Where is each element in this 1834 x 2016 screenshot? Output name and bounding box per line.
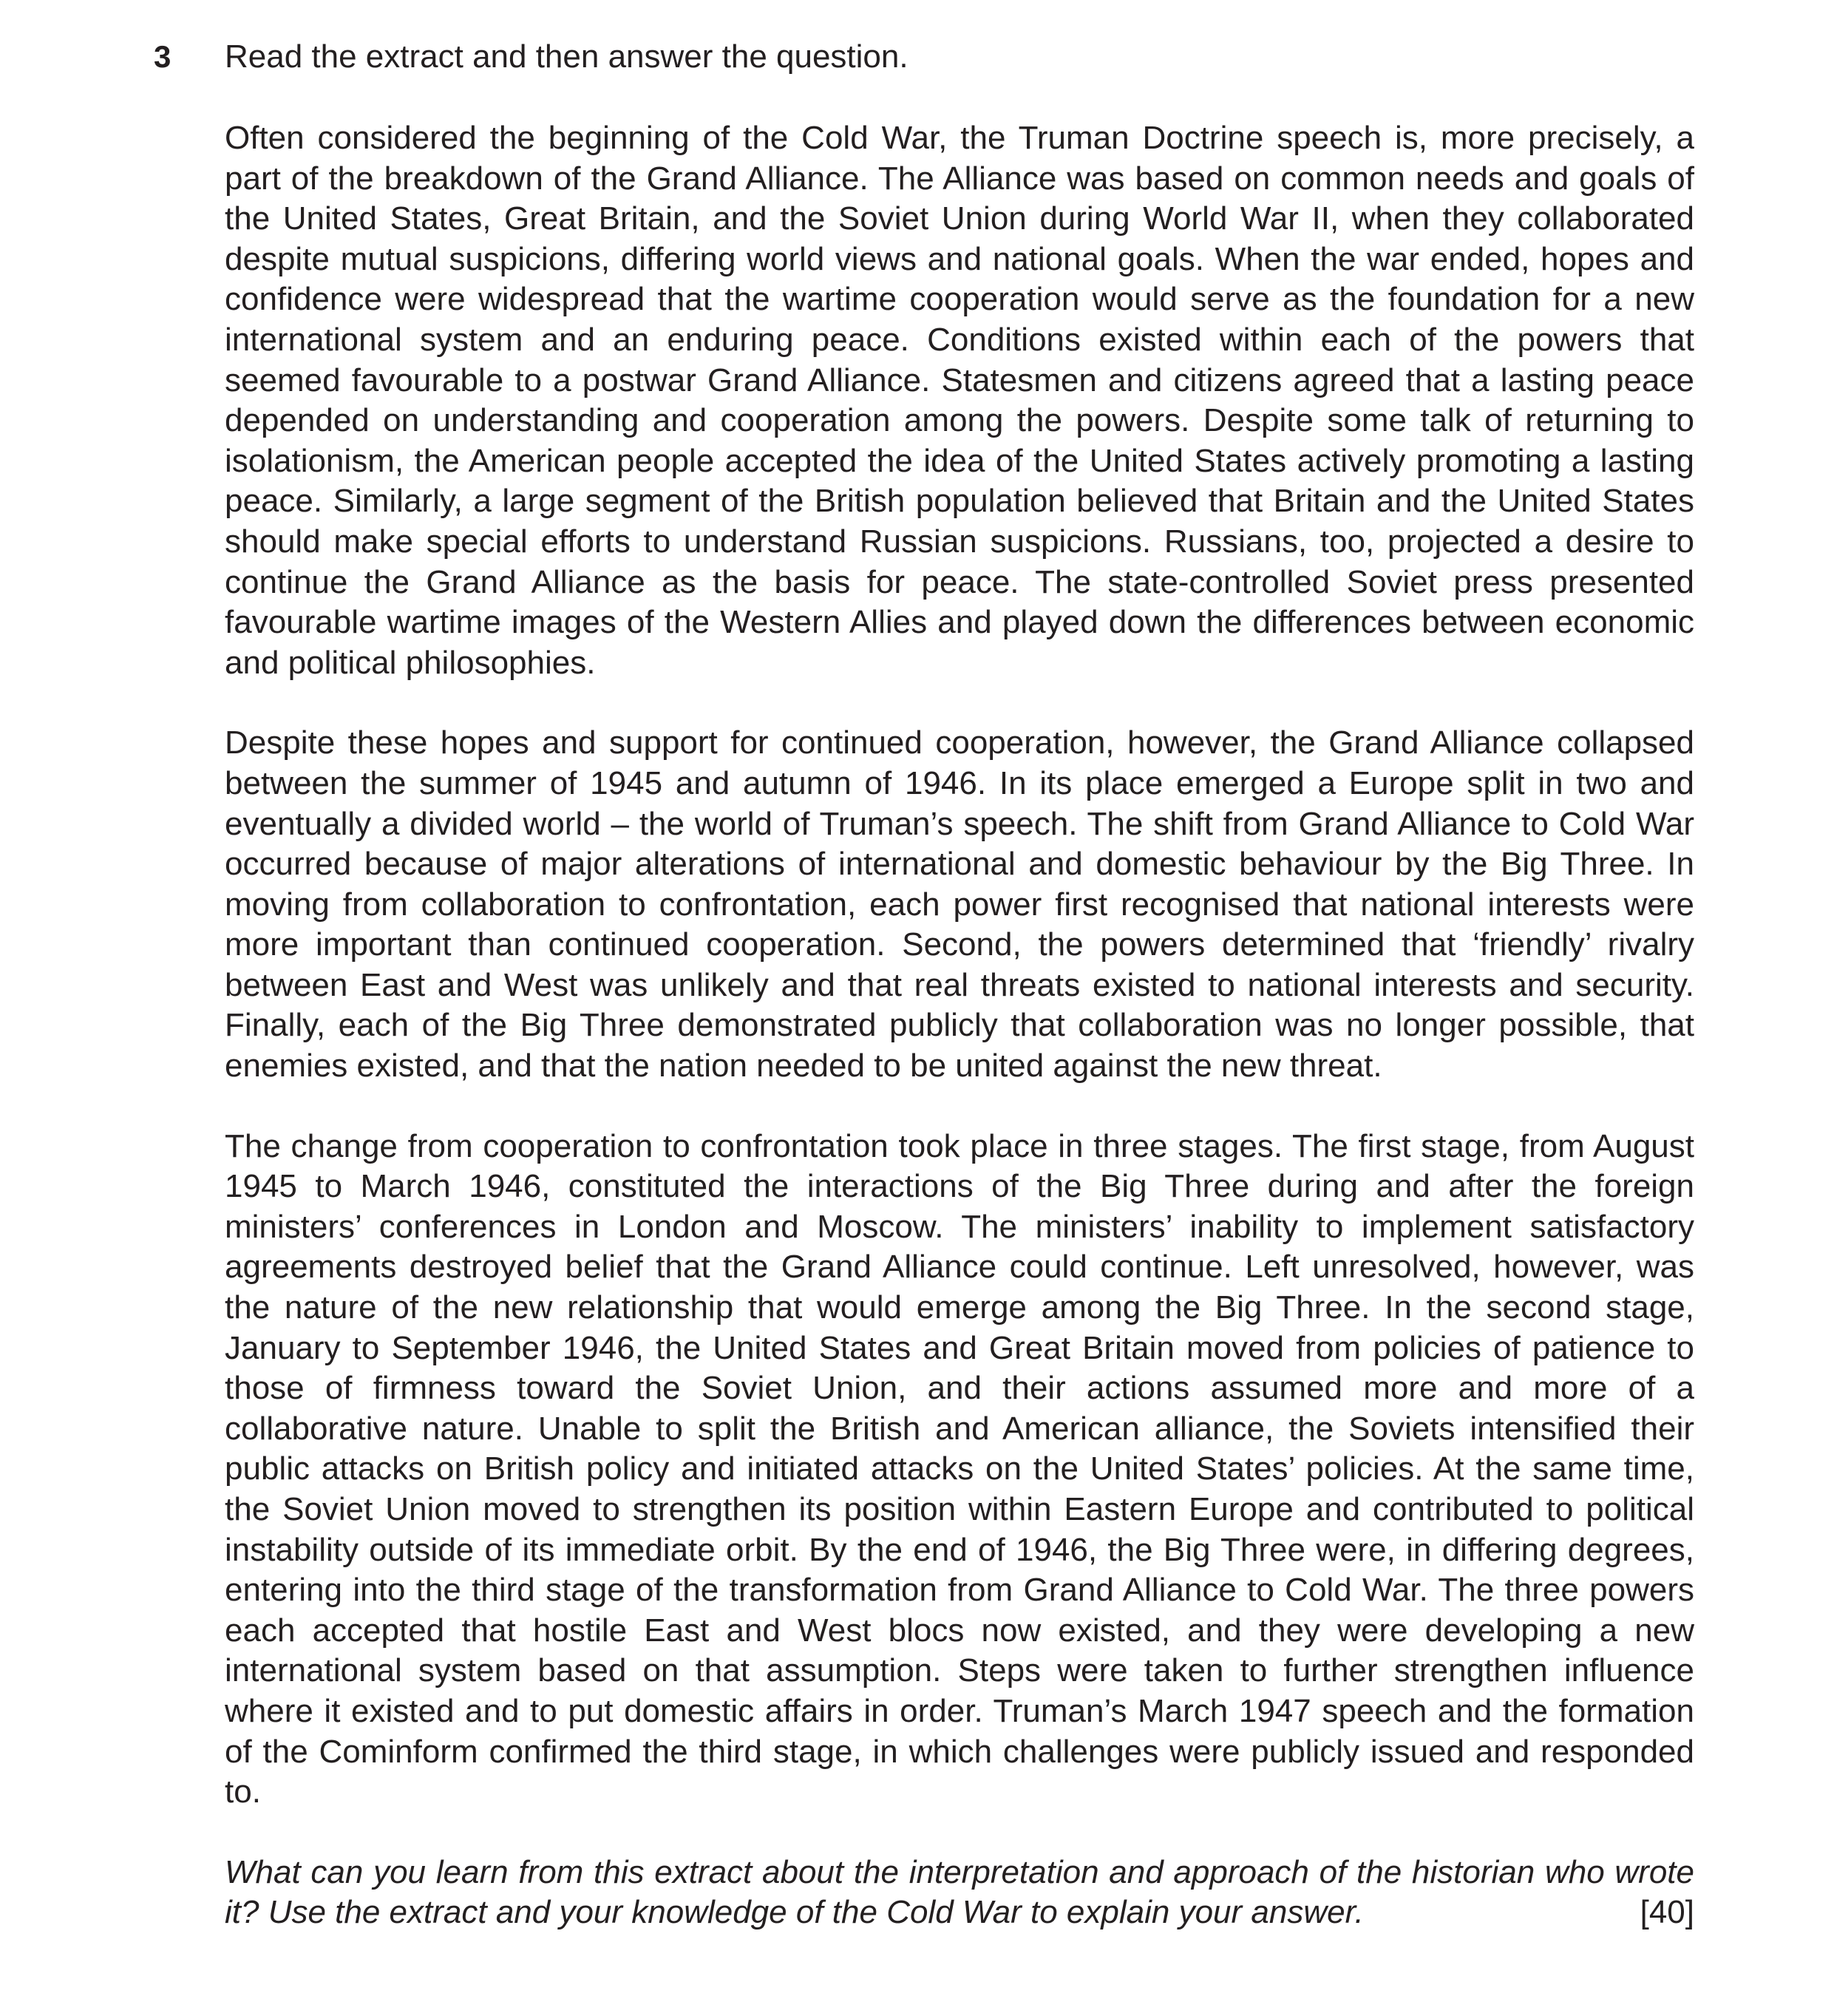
question-instruction: Read the extract and then answer the question. xyxy=(225,38,908,75)
question-prompt: What can you learn from this extract about the interpretation and approach of the historian who wrote it? Use the extract and your knowledge of the Cold War to explain your answer. xyxy=(225,1853,1694,1931)
extract-paragraph-2: Despite these hopes and support for continued cooperation, however, the Grand Alliance collapsed between the summer of 1945 and autumn of 1946. In its place emerged a Europe split in two and eventually a divided world – the world of Truman’s speech. The shift from Grand Alliance to Cold War occurred because of major alterations of international and domestic behaviour by the Big Three. In moving from collaboration to confrontation, each power first recognised that national interests were more important than continued cooperation. Second, the powers determined that ‘friendly’ rivalry between East and West was unlikely and that real threats existed to national interests and security. Finally, each of the Big Three demonstrated publicly that collaboration was no longer possible, that enemies existed, and that the nation needed to be united against the new threat. xyxy=(225,724,1694,1085)
question-content xyxy=(225,37,1694,1933)
marks-allocation: [40] xyxy=(1640,1894,1694,1931)
extract-paragraph-3: The change from cooperation to confrontation took place in three stages. The first stage, from August 1945 to March 1946, constituted the interactions of the Big Three during and after the foreign ministers’ conferences in London and Moscow. The ministers’ inability to implement satisfactory agreements destroyed belief that the Grand Alliance could continue. Left unresolved, however, was the nature of the new relationship that would emerge among the Big Three. In the second stage, January to September 1946, the United States and Great Britain moved from policies of patience to those of firmness toward the Soviet Union, and their actions assumed more and more of a collaborative nature. Unable to split the British and American alliance, the Soviets intensified their public attacks on British policy and initiated attacks on the United States’ policies. At the same time, the Soviet Union moved to strengthen its position within Eastern Europe and contributed to political instability outside of its immediate orbit. By the end of 1946, the Big Three were, in differing degrees, entering into the third stage of the transformation from Grand Alliance to Cold War. The three powers each accepted that hostile East and West blocs now existed, and they were developing a new international system based on that assumption. Steps were taken to further strengthen influence where it existed and to put domestic affairs in order. Truman’s March 1947 speech and the formation of the Cominform confirmed the third stage, in which challenges were publicly issued and responded to. xyxy=(225,1127,1694,1810)
question-prompt-block xyxy=(225,1853,1694,1933)
extract xyxy=(225,118,1694,1813)
question-number: 3 xyxy=(154,39,171,74)
extract-paragraph-1: Often considered the beginning of the Cold War, the Truman Doctrine speech is, more precisely, a part of the breakdown of the Grand Alliance. The Alliance was based on common needs and goals of the United States, Great Britain, and the Soviet Union during World War II, when they collaborated despite mutual suspicions, differing world views and national goals. When the war ended, hopes and confidence were widespread that the wartime cooperation would serve as the foundation for a new international system and an enduring peace. Conditions existed within each of the powers that seemed favourable to a postwar Grand Alliance. Statesmen and citizens agreed that a lasting peace depended on understanding and cooperation among the powers. Despite some talk of returning to isolationism, the American people accepted the idea of the United States actively promoting a lasting peace. Similarly, a large segment of the British population believed that Britain and the United States should make special efforts to understand Russian suspicions. Russians, too, projected a desire to continue the Grand Alliance as the basis for peace. The state-controlled Soviet press presented favourable wartime images of the Western Allies and played down the differences between economic and political philosophies. xyxy=(225,120,1694,681)
